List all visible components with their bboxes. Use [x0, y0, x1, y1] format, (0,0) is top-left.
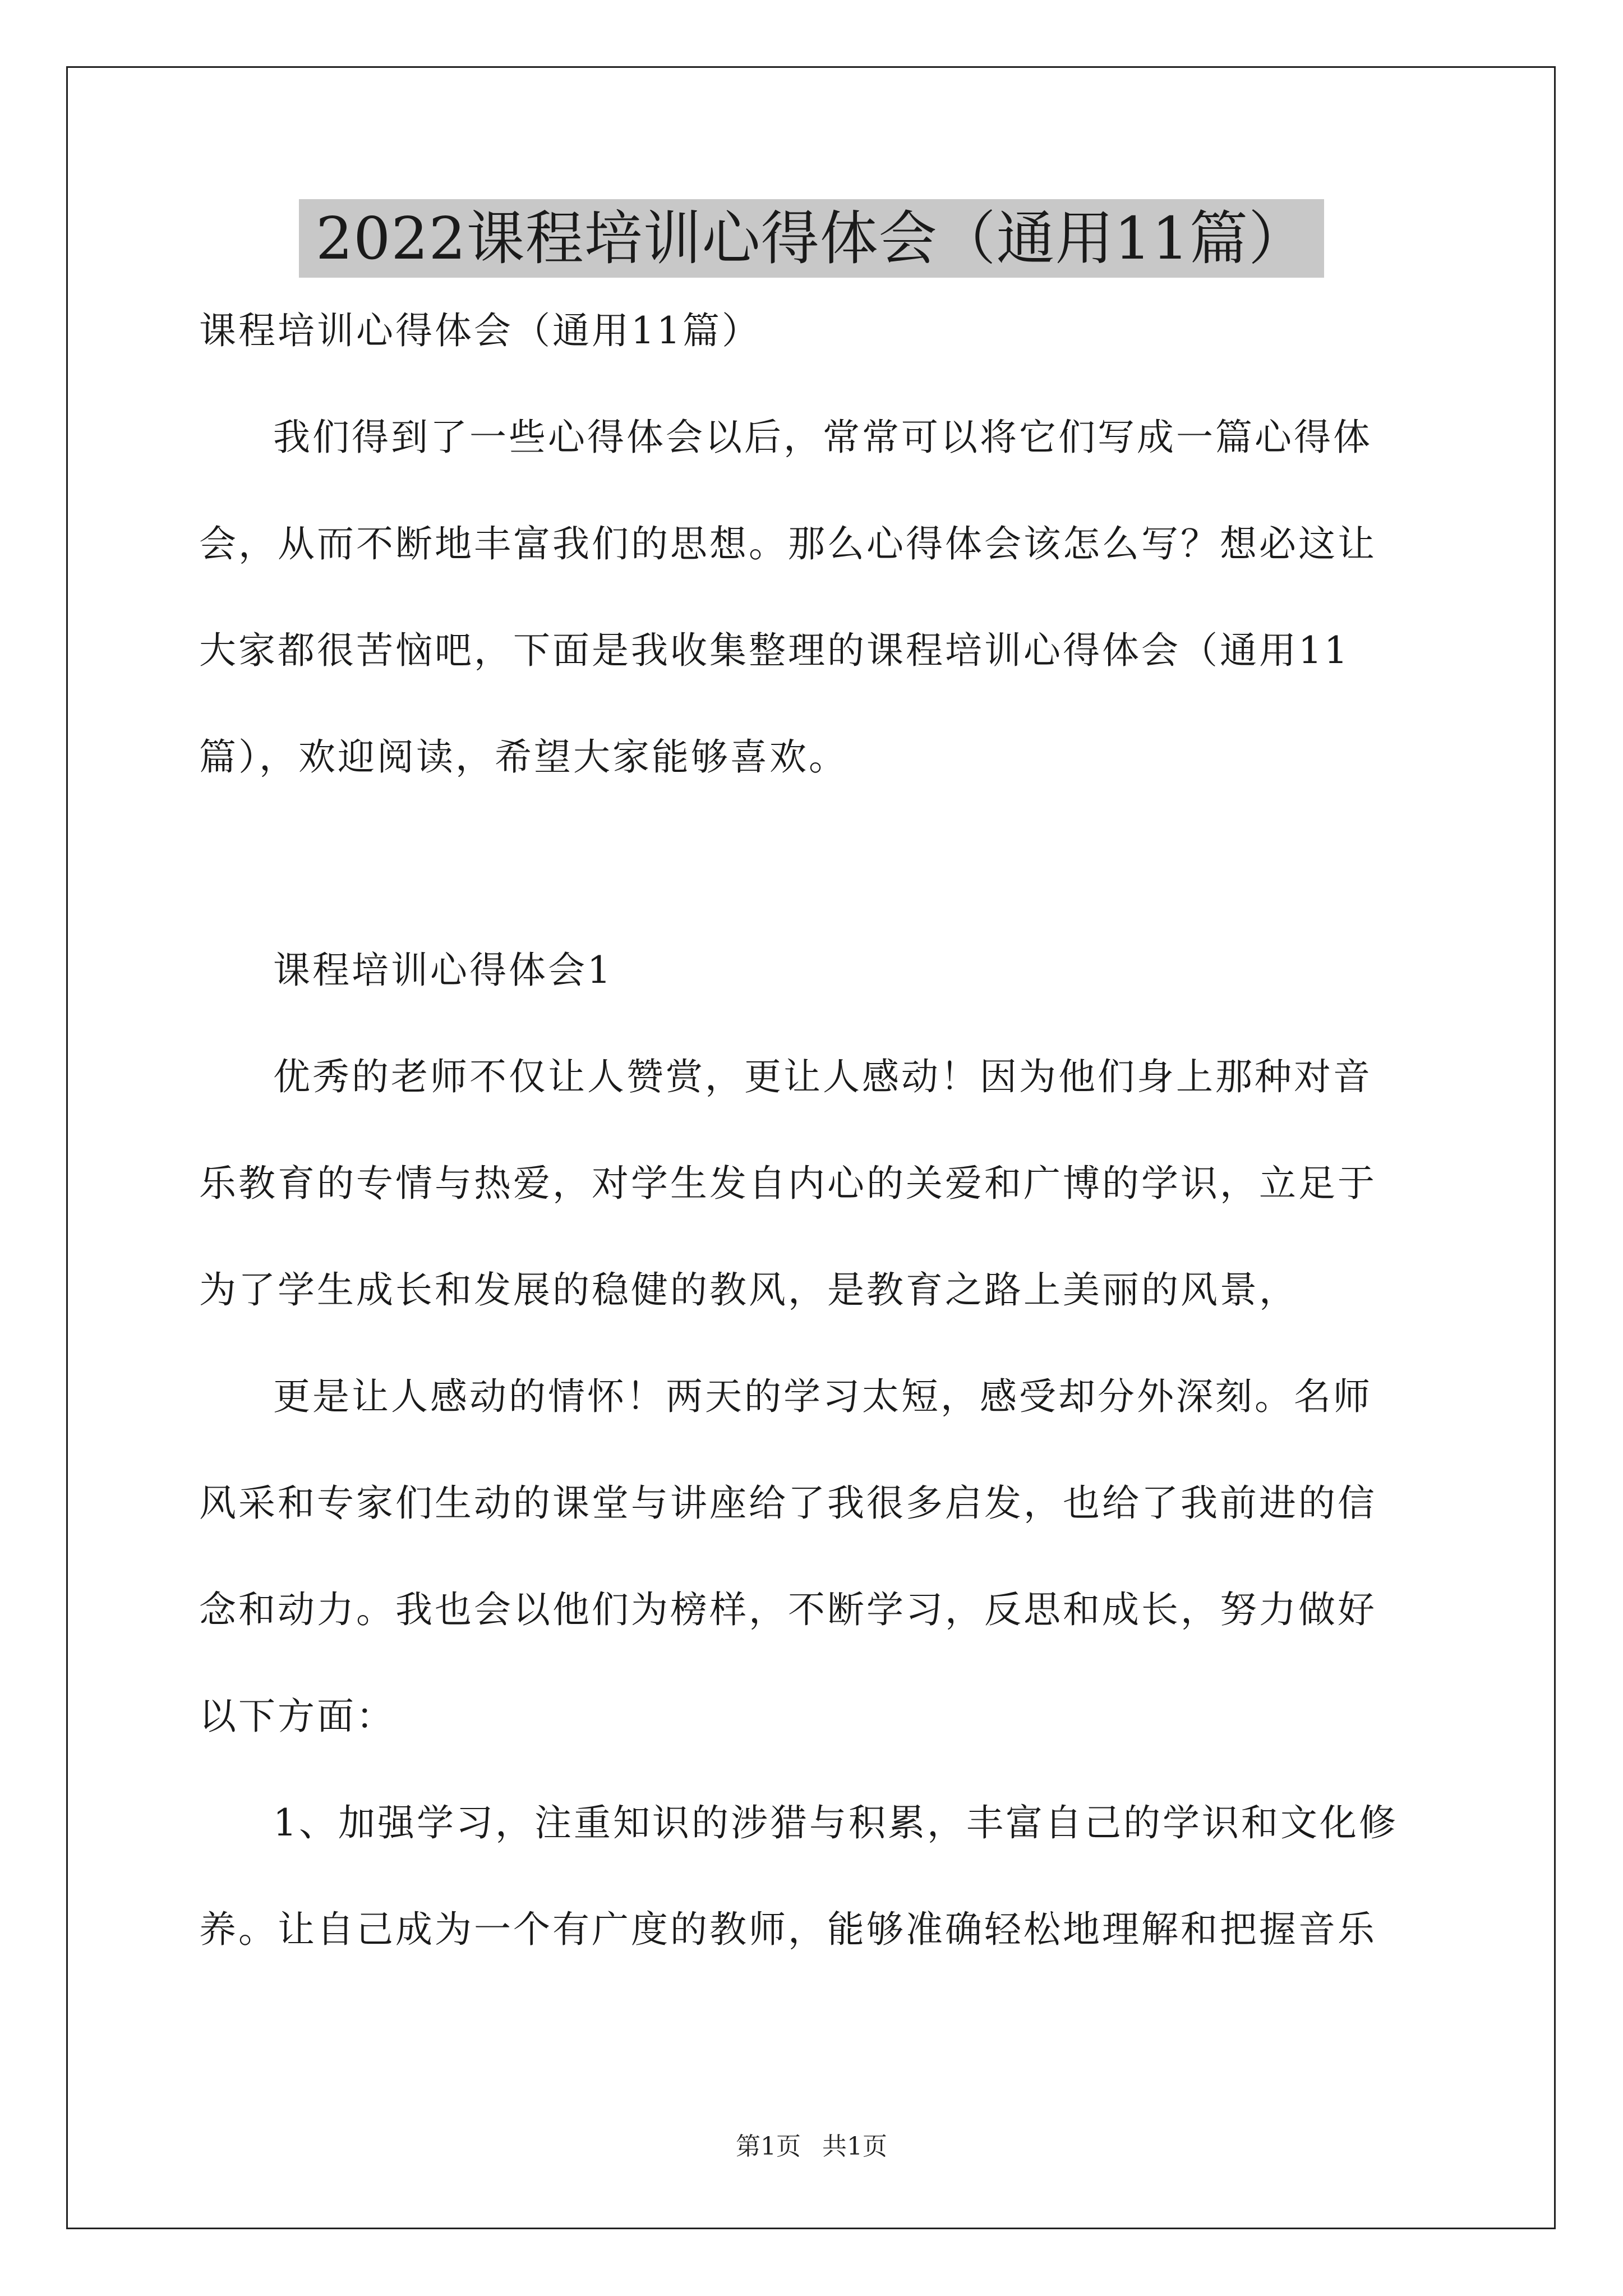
section-heading: 课程培训心得体会1: [273, 949, 613, 992]
paragraph-3: [199, 1795, 1433, 1958]
section-spacer: [199, 836, 1433, 942]
page-number-total: 共1页: [822, 2132, 887, 2161]
intro-paragraph: [199, 409, 1433, 785]
document-title: 2022课程培训心得体会（通用11篇）: [299, 199, 1324, 278]
intro-line: 大家都很苦恼吧，下面是我收集整理的课程培训心得体会（通用11: [199, 629, 1350, 672]
intro-line: 篇），欢迎阅读，希望大家能够喜欢。: [199, 735, 848, 779]
paragraph-line: 更是让人感动的情怀！两天的学习太短，感受却分外深刻。名师: [273, 1375, 1372, 1418]
paragraph-line: 1、加强学习，注重知识的涉猎与积累，丰富自己的学识和文化修: [273, 1801, 1398, 1844]
paragraph-line: 乐教育的专情与热爱，对学生发自内心的关爱和广博的学识，立足于: [199, 1162, 1377, 1205]
paragraph-line: 为了学生成长和发展的稳健的教风，是教育之路上美丽的风景，: [199, 1268, 1298, 1312]
paragraph-line: 养。让自己成为一个有广度的教师，能够准确轻松地理解和把握音乐: [199, 1908, 1377, 1951]
paragraph-line: 风采和专家们生动的课堂与讲座给了我很多启发，也给了我前进的信: [199, 1481, 1377, 1525]
page-footer: [0, 2126, 1623, 2162]
paragraph-line: 优秀的老师不仅让人赞赏，更让人感动！因为他们身上那种对音: [273, 1055, 1372, 1098]
intro-line: 我们得到了一些心得体会以后，常常可以将它们写成一篇心得体: [273, 416, 1372, 459]
paragraph-line: 以下方面：: [199, 1695, 395, 1738]
paragraph-line: 念和动力。我也会以他们为榜样，不断学习，反思和成长，努力做好: [199, 1588, 1377, 1631]
paragraph-1: [199, 1049, 1433, 1318]
paragraph-2: [199, 1369, 1433, 1745]
intro-line: 会，从而不断地丰富我们的思想。那么心得体会该怎么写？想必这让: [199, 522, 1377, 565]
document-subtitle: 课程培训心得体会（通用11篇）: [199, 309, 761, 352]
page-number-current: 第1页: [736, 2132, 801, 2161]
title-container: [0, 199, 1623, 278]
document-body: [199, 303, 1433, 2008]
